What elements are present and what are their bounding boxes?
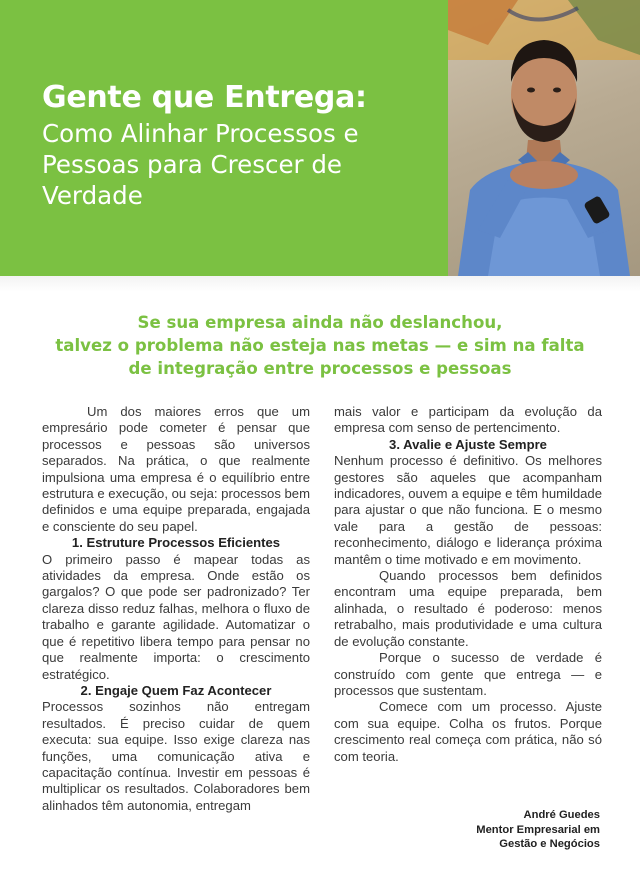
subtitle-line: Verdade — [42, 181, 143, 210]
body-paragraph: Quando processos bem definidos encontram uma equipe preparada, bem alinhada, o resultado é poderoso: menos retrabalho, mais produtividade e uma cultura de evolução constante. — [334, 568, 602, 649]
article-column-left — [42, 404, 310, 814]
article-subtitle — [42, 118, 412, 211]
author-role: Gestão e Negócios — [499, 838, 600, 850]
intro-paragraph: Um dos maiores erros que um empresário pode cometer é pensar que processos e pessoas são universos separados. Na prática, o que realmente impulsiona uma empresa é o equilíbrio entre estrutura e execução, ou seja: processos bem definidos e uma equipe preparada, engajada e consciente do seu papel. — [42, 404, 310, 534]
section-paragraph: O primeiro passo é mapear todas as atividades da empresa. Onde estão os gargalos? O que pode ser padronizado? Ter clareza disso reduz falhas, melhora o fluxo de trabalho e garante agilidade. Automatizar o que é repetitivo libera tempo para pensar no que realmente importa: o crescimento estratégico. — [42, 551, 310, 682]
author-name: André Guedes — [523, 809, 600, 821]
section-paragraph-continued: mais valor e participam da evolução da empresa com senso de pertencimento. — [334, 404, 602, 436]
author-portrait-illustration — [448, 0, 640, 276]
author-signature — [476, 808, 600, 852]
author-photo — [448, 0, 640, 276]
author-role: Mentor Empresarial em — [476, 823, 600, 836]
lead-line: de integração entre processos e pessoas — [128, 359, 512, 378]
section-paragraph: Nenhum processo é definitivo. Os melhores gestores são aqueles que acompanham indicadores, ouvem a equipe e têm humildade para ajustar o que não funciona. E o mesmo vale para a gestão de pessoas: reconhecimento, diálogo e liderança próxima mantêm o time motivado e em movimento. — [334, 453, 602, 567]
hero-banner — [0, 0, 640, 276]
body-paragraph: Porque o sucesso de verdade é construído com gente que entrega — e processos que sustentam. — [334, 650, 602, 698]
section-paragraph: Processos sozinhos não entregam resultados. É preciso cuidar de quem executa: sua equipe. Isso exige clareza nas funções, uma comunicação ativa e capacitação contínua. Investir em pessoas é multiplicar os resultados. Colaboradores bem alinhados têm autonomia, entregam — [42, 699, 310, 813]
lead-line: Se sua empresa ainda não deslanchou, — [137, 313, 503, 332]
article-title-block — [42, 80, 412, 211]
section-heading: 3. Avalie e Ajuste Sempre — [389, 436, 547, 452]
subtitle-line: Como Alinhar Processos e — [42, 119, 359, 148]
lead-quote — [40, 311, 600, 380]
section-heading: 1. Estruture Processos Eficientes — [71, 535, 281, 551]
lead-line: talvez o problema não esteja nas metas — e sim na falta — [55, 336, 585, 355]
article-title: Gente que Entrega: — [42, 80, 367, 115]
article-column-right — [334, 404, 602, 765]
banner-shadow — [0, 276, 640, 292]
body-paragraph: Comece com um processo. Ajuste com sua equipe. Colha os frutos. Porque crescimento real começa com prática, não só com teoria. — [334, 699, 602, 764]
subtitle-line: Pessoas para Crescer de — [42, 150, 343, 179]
section-heading: 2. Engaje Quem Faz Acontecer — [80, 682, 272, 698]
